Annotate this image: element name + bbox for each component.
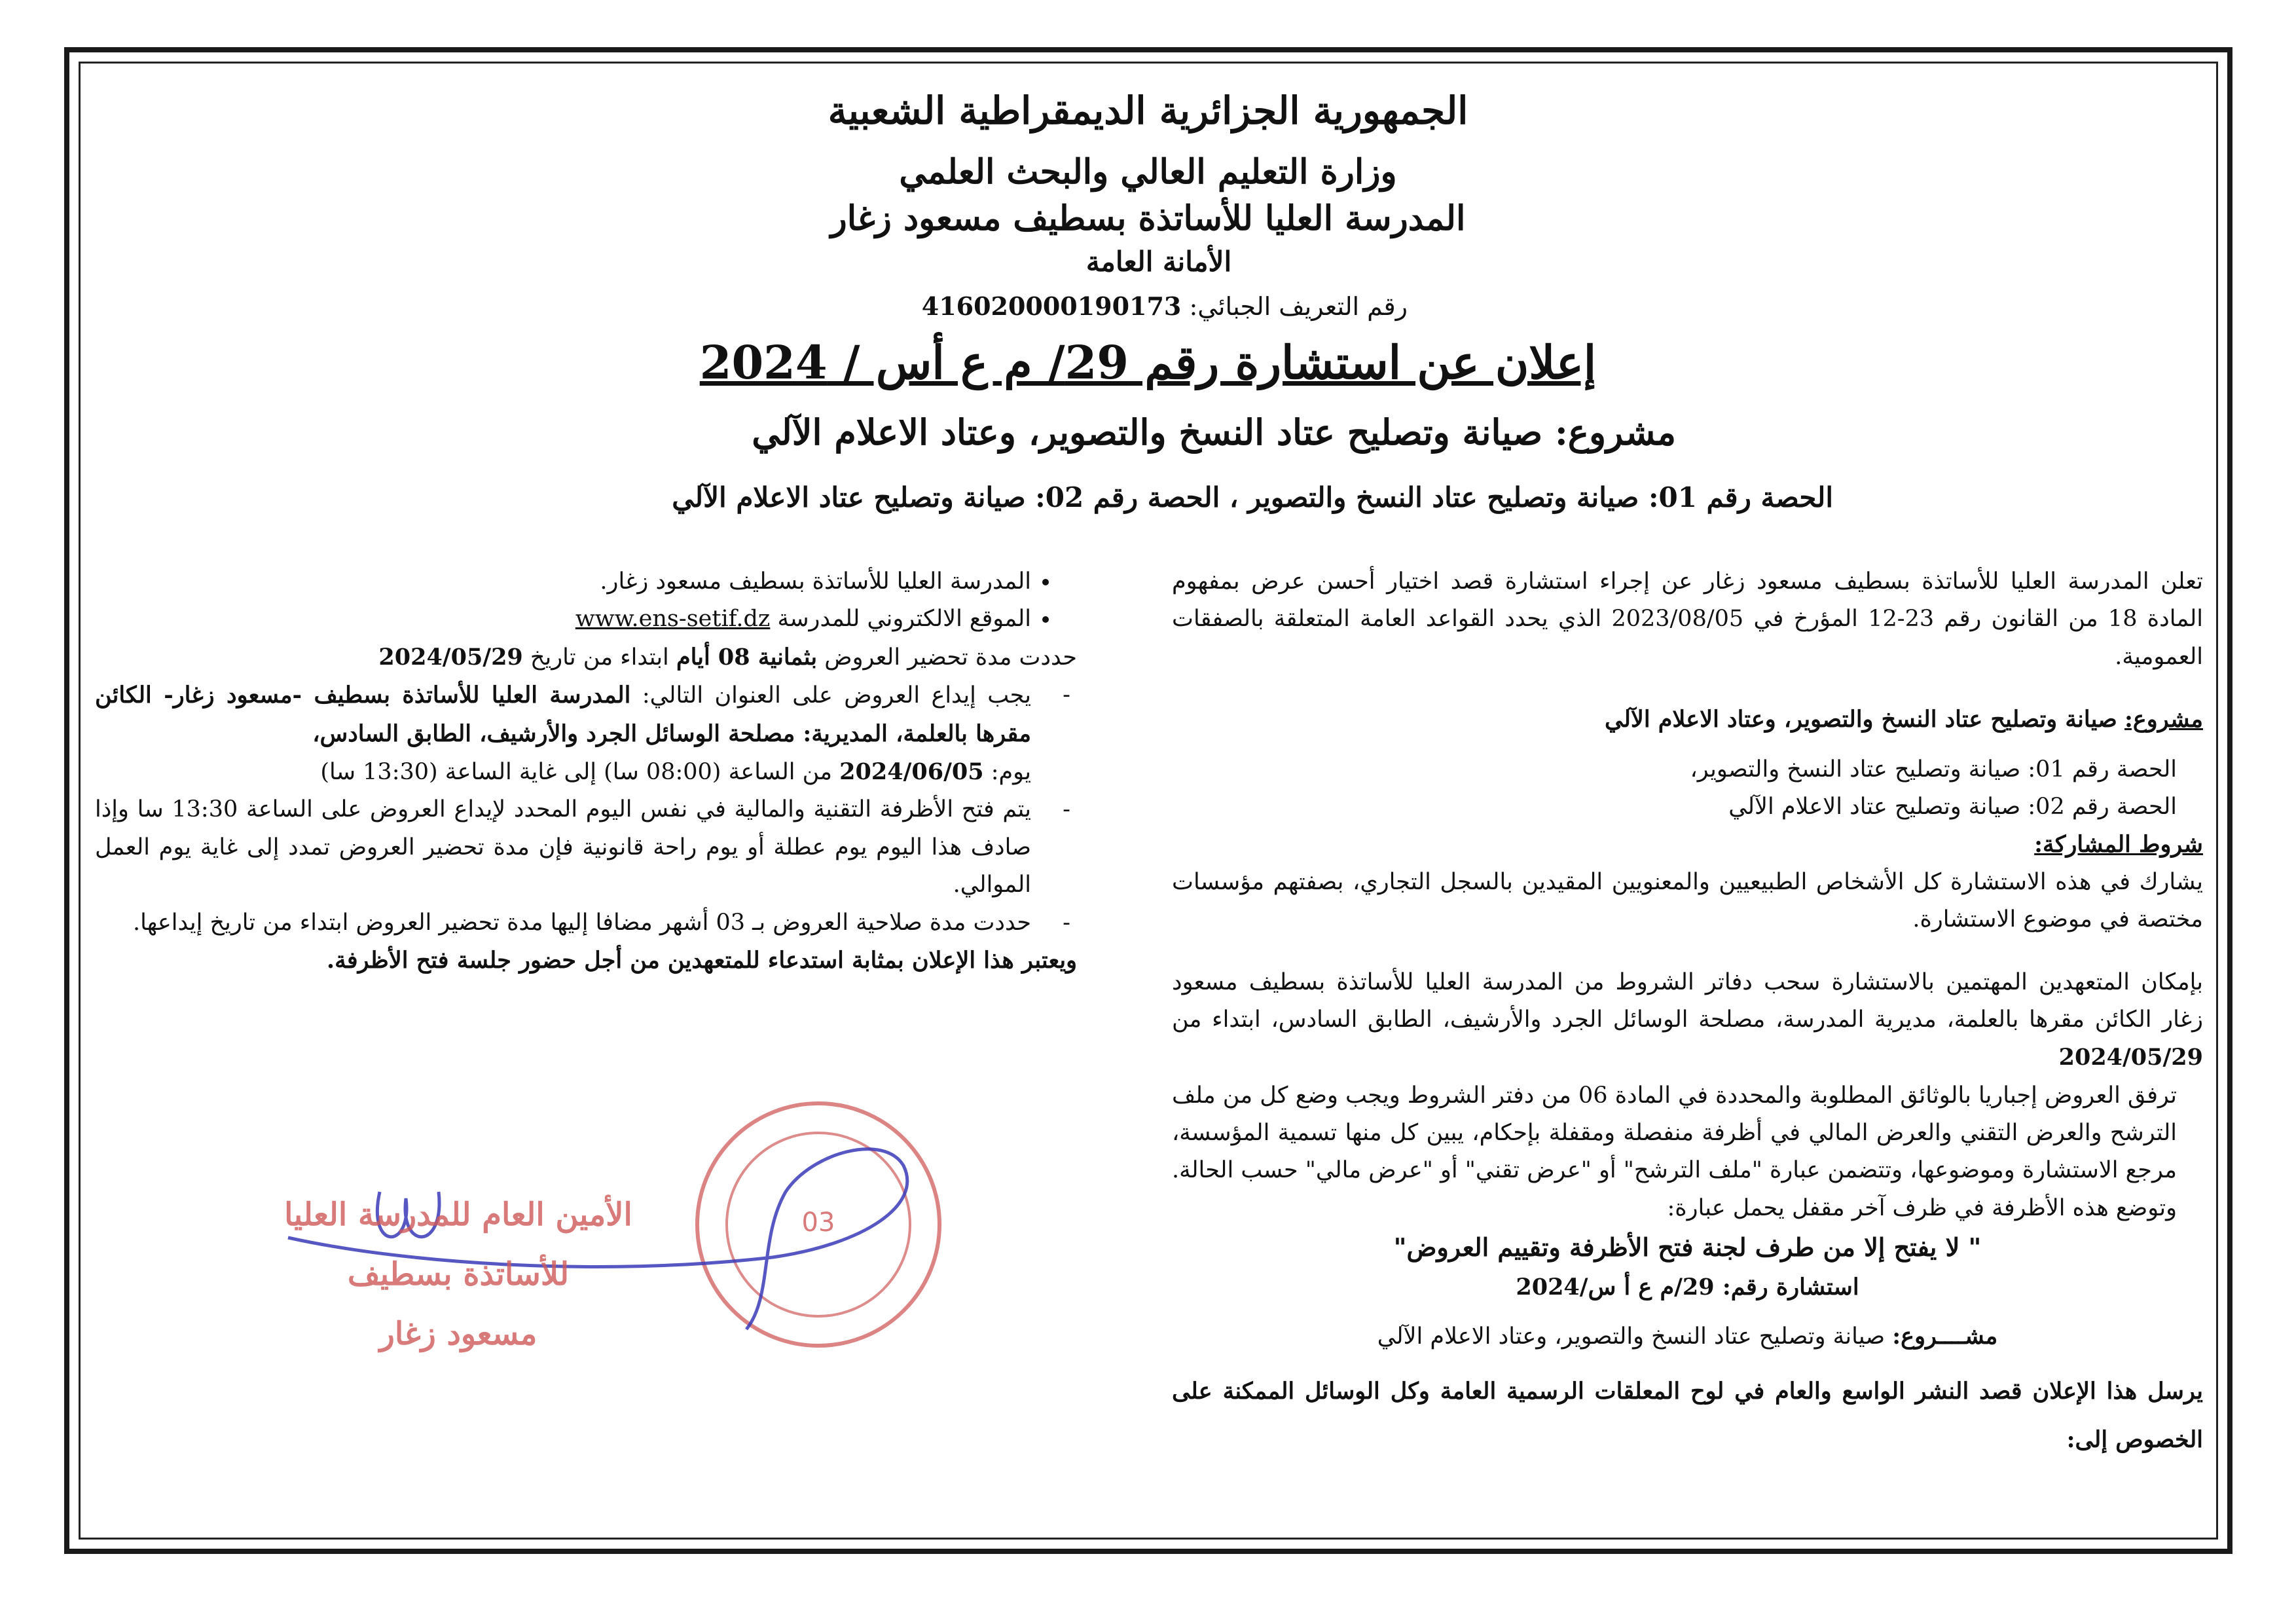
deposit-address: المدرسة العليا للأساتذة بسطيف -مسعود زغار- الكائن مقرها بالعلمة، المديرية: مصلحة الوسائل الجرد والأرشيف، الطابق السادس، xyxy=(95,682,1031,747)
consultation-ref xyxy=(1172,1268,2203,1306)
deadline-suffix: ابتداء من تاريخ xyxy=(530,644,669,671)
deadline-paragraph xyxy=(95,638,1077,676)
tax-id-number: 416020000190173 xyxy=(921,291,1182,321)
offers-paragraph: ترفق العروض إجباريا بالوثائق المطلوبة والمحددة في المادة 06 من دفتر الشروط ويجب وضع كل من ملف الترشح والعرض التقني والعرض المالي في أظرفة منفصلة ومقفلة بإحكام، يبين كل منها تسمية المؤسسة، مرجع الاستشارة وموضوعها، وتتضمن عبارة "ملف الترشح" أو "عرض تقني" أو "عرض مالي" حسب الحالة. وتوضع هذه الأظرفة في ظرف آخر مقفل يحمل عبارة: xyxy=(1172,1082,2177,1221)
day-date: 2024/06/05 xyxy=(839,758,984,785)
deposit-item xyxy=(95,676,1031,791)
project-ref-label: مشــــروع: xyxy=(1892,1322,1998,1350)
secretariat-heading: الأمانة العامة xyxy=(1085,246,1232,278)
withdraw-text: بإمكان المتعهدين المهتمين بالاستشارة سحب دفاتر الشروط من المدرسة العليا للأساتذة بسطيف مسعود زغار الكائن مقرها بالعلمة، مديرية المدرسة، مصلحة الوسائل الجرد والأرشيف، الطابق السادس، ابتداء من xyxy=(1172,969,2203,1033)
republic-heading: الجمهورية الجزائرية الديمقراطية الشعبية xyxy=(828,88,1468,133)
project-label: مشروع: xyxy=(2124,706,2203,733)
right-column xyxy=(1172,563,2203,1464)
secretary-general-stamp xyxy=(275,1185,642,1365)
stamp-line-2: مسعود زغار xyxy=(379,1316,538,1353)
tax-id-label: رقم التعريف الجبائي: xyxy=(1189,292,1408,321)
withdraw-date: 2024/05/29 xyxy=(2058,1044,2203,1071)
deadline-days: بثمانية 08 أيام xyxy=(676,643,818,671)
lots-heading: الحصة رقم 01: صيانة وتصليح عتاد النسخ والتصوير ، الحصة رقم 02: صيانة وتصليح عتاد الاعلام الآلي xyxy=(672,481,1833,513)
distribution-item-website xyxy=(95,600,1031,638)
conditions-title: شروط المشاركة: xyxy=(2034,831,2203,858)
website-label: الموقع الالكتروني للمدرسة xyxy=(777,606,1031,633)
deadline-date: 2024/05/29 xyxy=(378,643,523,671)
consultation-label: استشارة رقم: xyxy=(1722,1273,1859,1301)
lot-1: الحصة رقم 01: صيانة وتصليح عتاد النسخ والتصوير، xyxy=(1690,756,2177,783)
announcement-title: إعلان عن استشارة رقم 29/ م ع أس / 2024 xyxy=(699,335,1597,390)
tax-id-line xyxy=(910,291,1408,321)
school-heading: المدرسة العليا للأساتذة بسطيف مسعود زغار xyxy=(830,198,1466,238)
withdraw-paragraph xyxy=(1172,964,2203,1077)
seal-number: 03 xyxy=(801,1208,835,1238)
conditions-text: يشارك في هذه الاستشارة كل الأشخاص الطبيعيين والمعنويين المقيدين بالسجل التجاري، بصفتهم مؤسسات مختصة في موضوع الاستشارة. xyxy=(1172,868,2203,933)
stamp-signature-area xyxy=(275,1080,995,1421)
lot-2: الحصة رقم 02: صيانة وتصليح عتاد الاعلام الآلي xyxy=(1728,793,2177,820)
day-time: من الساعة (08:00 سا) إلى غاية الساعة (13:30 سا) xyxy=(320,758,833,785)
do-not-open-notice: " لا يفتح إلا من طرف لجنة فتح الأظرفة وتقييم العروض" xyxy=(1393,1232,1982,1263)
deadline-prefix: حددت مدة تحضير العروض xyxy=(824,644,1077,671)
publish-paragraph: يرسل هذا الإعلان قصد النشر الواسع والعام في لوح المعلقات الرسمية العامة وكل الوسائل الممكنة على الخصوص إلى: xyxy=(1172,1378,2203,1453)
project-ref xyxy=(1172,1318,2203,1356)
project-text: صيانة وتصليح عتاد النسخ والتصوير، وعتاد الاعلام الآلي xyxy=(1605,706,2117,733)
project-ref-text: صيانة وتصليح عتاد النسخ والتصوير، وعتاد الاعلام الآلي xyxy=(1377,1323,1886,1350)
opening-item: - يتم فتح الأظرفة التقنية والمالية في نفس اليوم المحدد لإيداع العروض على الساعة 13:30 سا وإذا صادف هذا اليوم يوم عطلة أو يوم راحة قانونية فإن مدة تحضير العروض تمدد إلى غاية يوم العمل الموالي. xyxy=(95,791,1031,904)
left-column xyxy=(95,563,1077,979)
conditions-list xyxy=(95,676,1077,942)
project-paragraph xyxy=(1172,701,2203,739)
project-heading: مشروع: صيانة وتصليح عتاد النسخ والتصوير، وعتاد الاعلام الآلي xyxy=(752,411,1676,453)
intro-paragraph: تعلن المدرسة العليا للأساتذة بسطيف مسعود زغار عن إجراء استشارة قصد اختيار أحسن عرض بمفهوم المادة 18 من القانون رقم 23-12 المؤرخ في 2023/08/05 الذي يحدد القواعد العامة المتعلقة بالصفقات العمومية. xyxy=(1172,568,2203,670)
distribution-item-school: • المدرسة العليا للأساتذة بسطيف مسعود زغار. xyxy=(95,563,1031,600)
day-label: يوم: xyxy=(991,758,1031,785)
consultation-number: 29/م ع أ س/2024 xyxy=(1516,1273,1715,1301)
invitation-note: ويعتبر هذا الإعلان بمثابة استدعاء للمتعهدين من أجل حضور جلسة فتح الأظرفة. xyxy=(326,946,1077,974)
validity-item: - حددت مدة صلاحية العروض بـ 03 أشهر مضافا إليها مدة تحضير العروض ابتداء من تاريخ إيداعها. xyxy=(95,904,1031,942)
distribution-list xyxy=(95,563,1077,638)
website-url[interactable]: www.ens-setif.dz xyxy=(575,606,771,633)
stamp-line-1: الأمين العام للمدرسة العليا للأساتذة بسطيف xyxy=(284,1196,632,1293)
deposit-prefix: يجب إيداع العروض على العنوان التالي: xyxy=(642,682,1031,709)
ministry-heading: وزارة التعليم العالي والبحث العلمي xyxy=(899,152,1397,192)
